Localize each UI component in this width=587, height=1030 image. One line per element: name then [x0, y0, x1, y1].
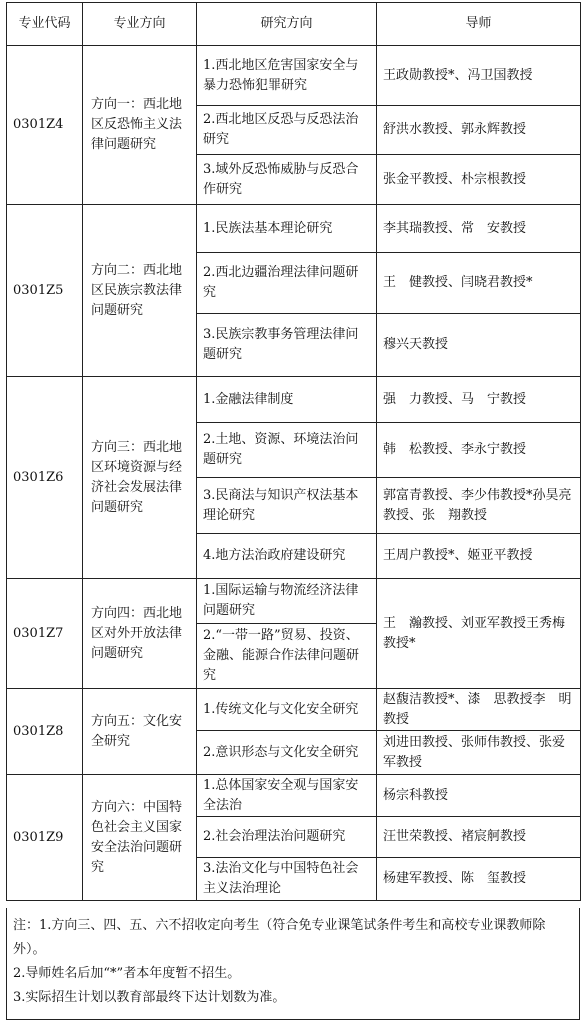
tutor-names: 汪世荣教授、褚宸舸教授 [377, 817, 581, 858]
table-header-row [7, 3, 581, 46]
note-line: 2.导师姓名后加“*”者本年度暂不招生。 [13, 966, 241, 981]
program-direction: 方向四：西北地区对外开放法律问题研究 [83, 579, 197, 689]
tutor-names: 王政勋教授*、冯卫国教授 [377, 46, 581, 106]
research-topic: 2.“一带一路”贸易、投资、金融、能源合作法律问题研究 [197, 624, 377, 689]
tutor-names: 郭富青教授、李少伟教授*孙昊亮教授、张 翔教授 [377, 478, 581, 534]
research-topic: 3.法治文化与中国特色社会主义法治理论 [197, 858, 377, 901]
research-topic: 1.民族法基本理论研究 [197, 205, 377, 253]
research-topic: 1.传统文化与文化安全研究 [197, 689, 377, 731]
table-row [7, 689, 581, 731]
header-code: 专业代码 [7, 3, 83, 46]
research-topic: 2.意识形态与文化安全研究 [197, 731, 377, 775]
tutor-names: 杨建军教授、陈 玺教授 [377, 858, 581, 901]
table-row [7, 46, 581, 106]
program-code: 0301Z4 [7, 46, 83, 205]
tutor-names: 王周户教授*、姬亚平教授 [377, 534, 581, 579]
research-topic: 2.土地、资源、环境法治问题研究 [197, 423, 377, 478]
program-code: 0301Z9 [7, 775, 83, 901]
tutor-names: 强 力教授、马 宁教授 [377, 377, 581, 423]
note-line: 3.实际招生计划以教育部最终下达计划数为准。 [13, 990, 286, 1005]
header-research: 研究方向 [197, 3, 377, 46]
program-direction: 方向六：中国特色社会主义国家安全法治问题研究 [83, 775, 197, 901]
tutor-names: 赵馥洁教授*、漆 思教授李 明教授 [377, 689, 581, 731]
tutor-names: 王 瀚教授、刘亚军教授王秀梅教授* [377, 579, 581, 689]
program-code: 0301Z7 [7, 579, 83, 689]
note-line: 注：1.方向三、四、五、六不招收定向考生（符合免专业课笔试条件考生和高校专业课教师除外）。 [13, 918, 546, 957]
research-topic: 3.民族宗教事务管理法律问题研究 [197, 314, 377, 377]
tutor-names: 张金平教授、朴宗根教授 [377, 155, 581, 205]
program-code: 0301Z6 [7, 377, 83, 579]
table-row [7, 205, 581, 253]
notes-box [6, 908, 580, 1020]
research-topic: 3.域外反恐怖威胁与反恐合作研究 [197, 155, 377, 205]
research-topic: 3.民商法与知识产权法基本理论研究 [197, 478, 377, 534]
program-direction: 方向五：文化安全研究 [83, 689, 197, 775]
tutor-names: 李其瑞教授、常 安教授 [377, 205, 581, 253]
research-topic: 2.西北地区反恐与反恐法治研究 [197, 106, 377, 155]
program-direction: 方向二：西北地区民族宗教法律问题研究 [83, 205, 197, 377]
tutor-names: 韩 松教授、李永宁教授 [377, 423, 581, 478]
tutor-names: 刘进田教授、张师伟教授、张爱军教授 [377, 731, 581, 775]
research-topic: 1.国际运输与物流经济法律问题研究 [197, 579, 377, 624]
program-code: 0301Z5 [7, 205, 83, 377]
research-topic: 1.金融法律制度 [197, 377, 377, 423]
header-direction: 专业方向 [83, 3, 197, 46]
research-topic: 4.地方法治政府建设研究 [197, 534, 377, 579]
table-row [7, 579, 581, 624]
program-direction: 方向三：西北地区环境资源与经济社会发展法律问题研究 [83, 377, 197, 579]
table-row [7, 775, 581, 817]
table-row [7, 377, 581, 423]
research-topic: 2.社会治理法治问题研究 [197, 817, 377, 858]
research-topic: 1.西北地区危害国家安全与暴力恐怖犯罪研究 [197, 46, 377, 106]
research-topic: 2.西北边疆治理法律问题研究 [197, 253, 377, 314]
header-tutor: 导师 [377, 3, 581, 46]
tutor-names: 王 健教授、闫晓君教授* [377, 253, 581, 314]
research-topic: 1.总体国家安全观与国家安全法治 [197, 775, 377, 817]
tutor-names: 舒洪水教授、郭永辉教授 [377, 106, 581, 155]
program-direction: 方向一：西北地区反恐怖主义法律问题研究 [83, 46, 197, 205]
tutor-names: 穆兴天教授 [377, 314, 581, 377]
tutor-names: 杨宗科教授 [377, 775, 581, 817]
program-code: 0301Z8 [7, 689, 83, 775]
program-table [6, 2, 581, 901]
